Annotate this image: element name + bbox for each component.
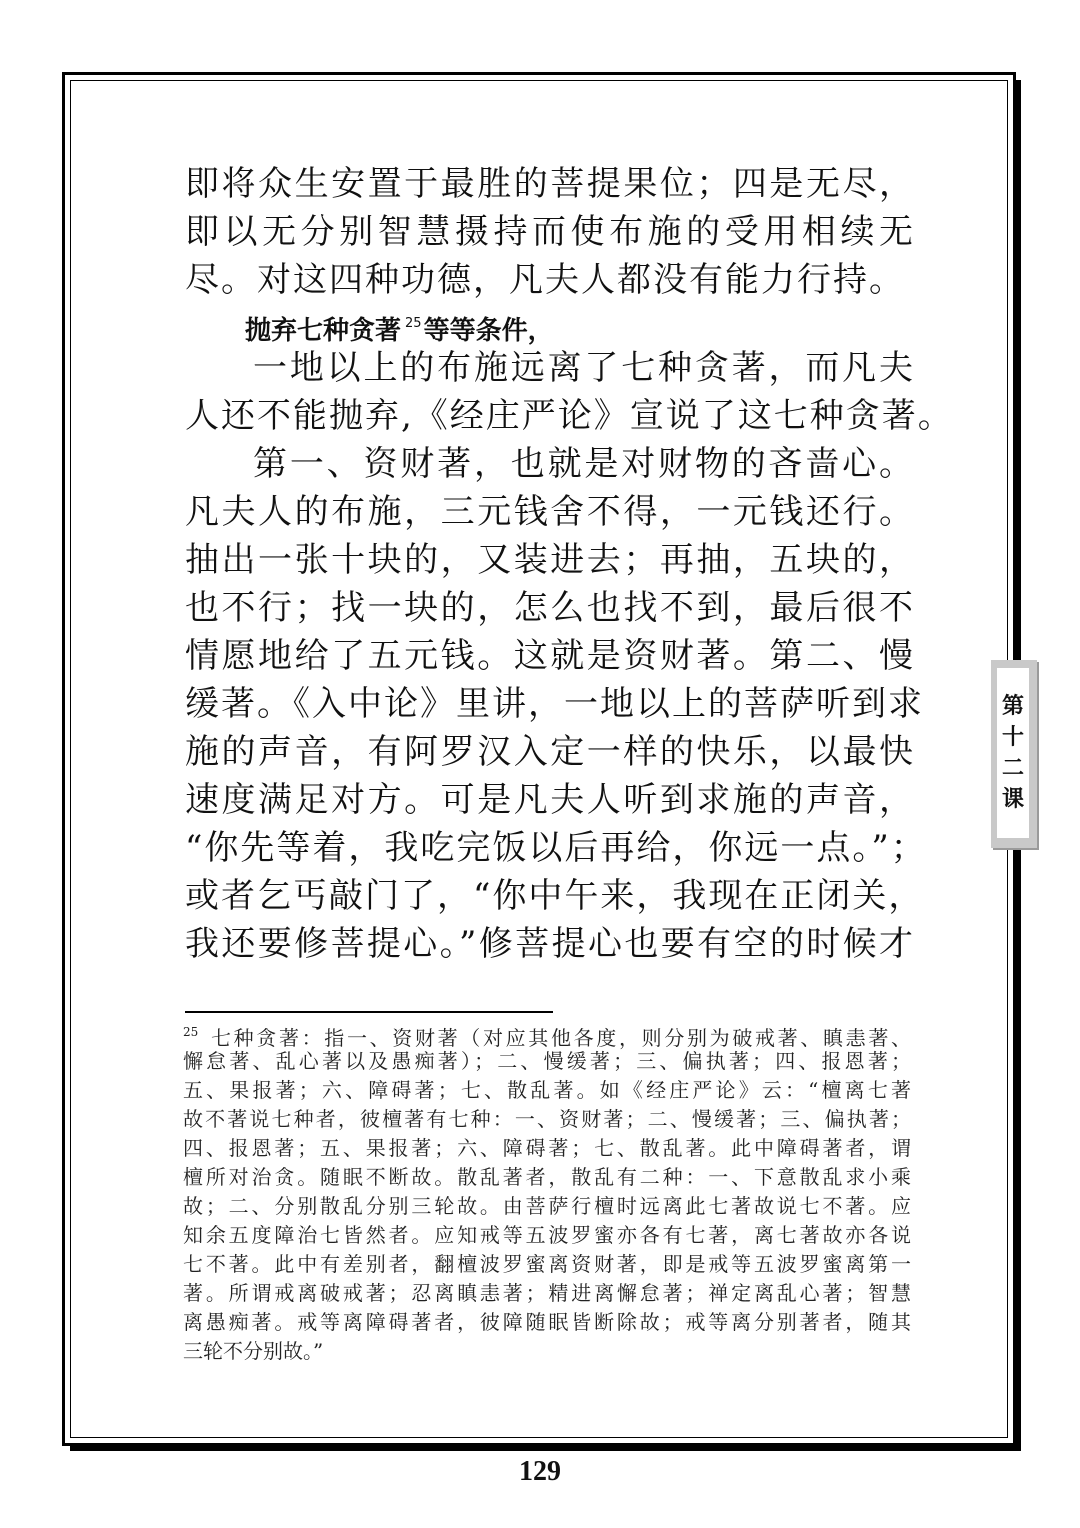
text-line: 第一、资财著，也就是对财物的吝啬心。 [253, 444, 915, 484]
footnote-line: 檀所对治贪。随眠不断故。散乱著者，散乱有二种：一、下意散乱求小乘 [183, 1165, 911, 1189]
page-frame-shadow-bottom [70, 1446, 1021, 1451]
page-number: 129 [519, 1456, 561, 1487]
chapter-tab-char: 课 [1001, 787, 1024, 812]
text-line: 一地以上的布施远离了七种贪著，而凡夫 [253, 348, 915, 388]
text-line: “你先等着，我吃完饭以后再给，你远一点。”； [185, 828, 927, 868]
text-line: 我还要修菩提心。”修菩提心也要有空的时候才 [185, 924, 915, 964]
chapter-tab-char: 第 [1001, 694, 1024, 719]
footnote-line: 四、报恩著；五、果报著；六、障碍著；七、散乱著。此中障碍著者，谓 [183, 1136, 911, 1160]
text-line: 施的声音，有阿罗汉入定一样的快乐，以最快 [185, 732, 915, 772]
footnote-line: 五、果报著；六、障碍著；七、散乱著。如《经庄严论》云：“檀离七著 [183, 1078, 911, 1102]
footnote-line: 三轮不分别故。” [183, 1339, 324, 1363]
text-line: 凡夫人的布施，三元钱舍不得，一元钱还行。 [185, 492, 915, 532]
text-line: 即将众生安置于最胜的菩提果位；四是无尽， [185, 164, 915, 204]
footnote-line [183, 1018, 911, 1050]
footnote-line: 故不著说七种者，彼檀著有七种：一、资财著；二、慢缓著；三、偏执著； [183, 1107, 911, 1131]
footnote-mark: 25 [183, 1025, 199, 1039]
footnote-reference[interactable]: 25 [405, 316, 422, 331]
footnote-line: 知余五度障治七皆然者。应知戒等五波罗蜜亦各有七著，离七著故亦各说 [183, 1223, 911, 1247]
text-line: 尽。对这四种功德，凡夫人都没有能力行持。 [185, 260, 905, 300]
chapter-tab-char: 十 [1001, 725, 1024, 750]
text-line: 速度满足对方。可是凡夫人听到求施的声音， [185, 780, 915, 820]
footnote-line: 故；二、分别散乱分别三轮故。由菩萨行檀时远离此七著故说七不著。应 [183, 1194, 911, 1218]
chapter-tab-char: 二 [1001, 756, 1024, 781]
text-line: 人还不能抛弃,《经庄严论》宣说了这七种贪著。 [185, 396, 954, 436]
text-line: 或者乞丐敲门了，“你中午来，我现在正闭关， [185, 876, 925, 916]
footnote [183, 1018, 911, 1366]
footnote-line: 离愚痴著。戒等离障碍著者，彼障随眠皆断除故；戒等离分别著者，随其 [183, 1310, 911, 1334]
footnote-line: 著。所谓戒离破戒著；忍离瞋恚著；精进离懈怠著；禅定离乱心著；智慧 [183, 1281, 911, 1305]
footnote-divider [185, 1011, 553, 1013]
chapter-side-tab[interactable] [991, 660, 1037, 848]
chapter-side-tab-label [997, 668, 1029, 838]
footnote-line: 七不著。此中有差别者，翻檀波罗蜜离资财著，即是戒等五波罗蜜离第一 [183, 1252, 911, 1276]
text-line: 情愿地给了五元钱。这就是资财著。第二、慢 [185, 636, 915, 676]
main-text [185, 160, 954, 968]
text-line: 也不行；找一块的，怎么也找不到，最后很不 [185, 588, 915, 628]
footnote-line-text: 七种贪著：指一、资财著（对应其他各度，则分别为破戒著、瞋恚著、 [208, 1026, 911, 1050]
text-line: 即以无分别智慧摄持而使布施的受用相续无 [185, 212, 915, 252]
footnote-line: 懈怠著、乱心著以及愚痴著）；二、慢缓著；三、偏执著；四、报恩著； [183, 1049, 911, 1073]
section-heading [185, 304, 915, 344]
text-line: 缓著。《入中论》里讲，一地以上的菩萨听到求 [185, 684, 924, 724]
text-line: 抽出一张十块的，又装进去；再抽，五块的， [185, 540, 915, 580]
heading-text-tail: 等等条件， [423, 316, 554, 346]
heading-text: 抛弃七种贪著 [245, 316, 402, 346]
